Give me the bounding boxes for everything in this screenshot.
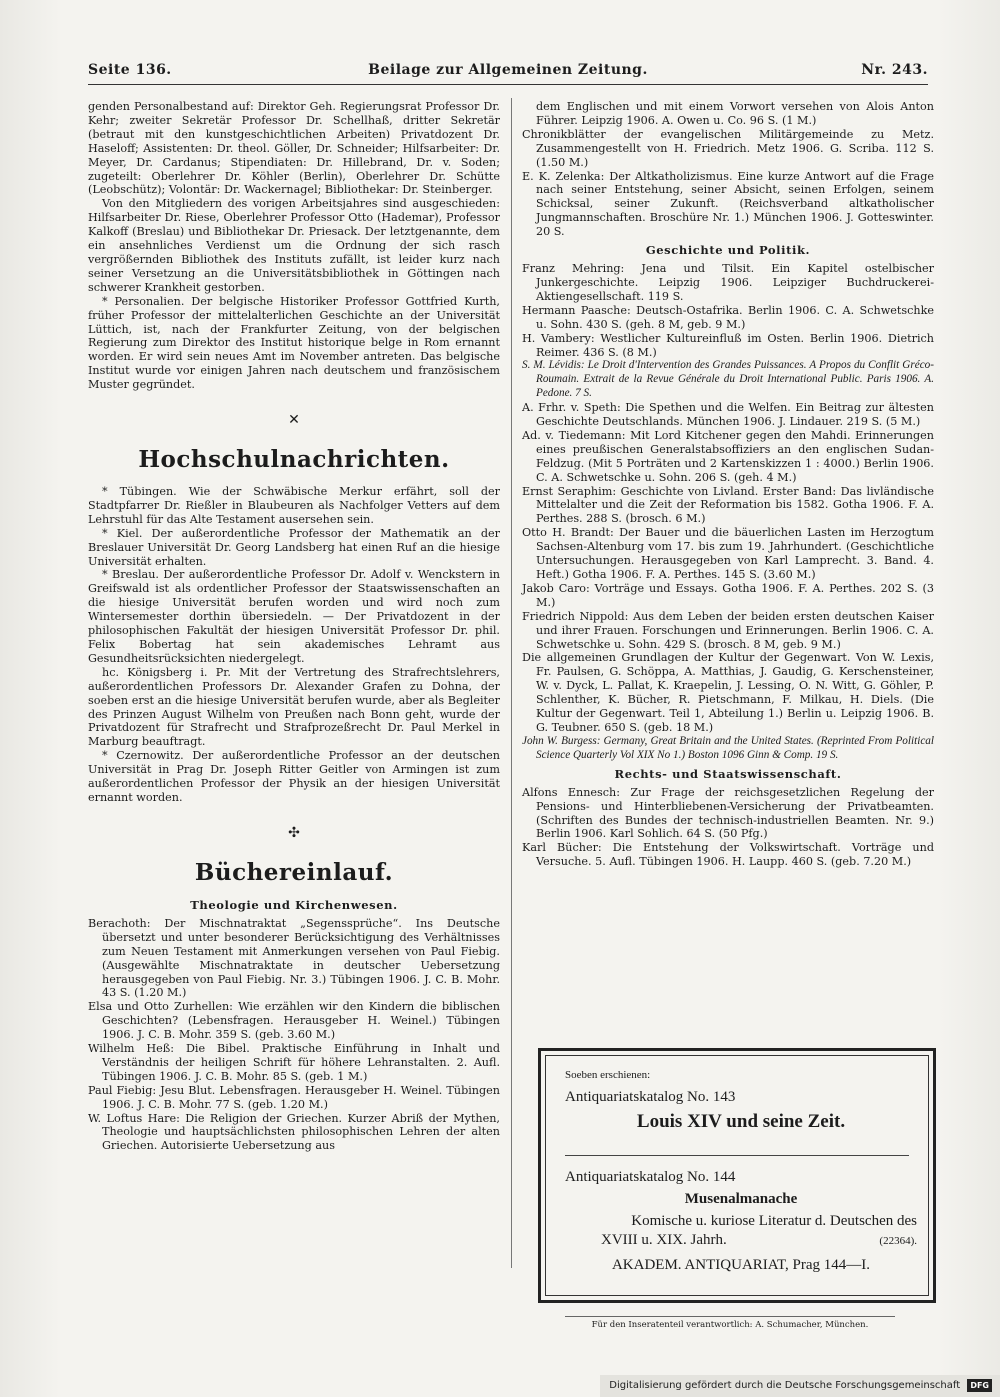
news-item: * Tübingen. Wie der Schwäbische Merkur erfährt, soll der Stadtpfarrer Dr. Rießler in Blaubeuren als Nachfolger Vetters auf dem Lehrstuhl für das Alte Testament ausersehen sein. <box>88 485 500 526</box>
book-entry: A. Frhr. v. Speth: Die Spethen und die Welfen. Ein Beitrag zur ältesten Geschichte Deutschlands. München 1906. J. Lindauer. 219 S. (5 M.) <box>522 401 934 429</box>
ad-catalog-143: Antiquariatskatalog No. 143 <box>565 1089 736 1105</box>
book-entry: Ad. v. Tiedemann: Mit Lord Kitchener gegen den Mahdi. Erinnerungen eines preußischen Generalstabsoffiziers an den englischen Sudan-Feldzug. (Mit 5 Porträten und 2 Kartenskizzen 1 : 4000.) Berlin 1906. C. A. Schwetschke u. Sohn. 206 S. (geh. 4 M.) <box>522 428 934 484</box>
column-divider <box>511 98 512 1268</box>
book-entry: W. Loftus Hare: Die Religion der Griechen. Kurzer Abriß der Mythen, Theologie und hauptsächlichsten philosophischen Lehren der alten Griechen. Autorisierte Uebersetzung aus <box>88 1111 500 1153</box>
ad-separator <box>565 1155 909 1156</box>
book-entry: Paul Fiebig: Jesu Blut. Lebensfragen. Herausgeber H. Weinel. Tübingen 1906. J. C. B. Mohr. 77 S. (geb. 1.20 M.) <box>88 1083 500 1111</box>
news-item: * Czernowitz. Der außerordentliche Professor an der deutschen Universität in Prag Dr. Joseph Ritter Geitler von Armingen ist zum außerordentlichen Professor der Physik an der hiesigen Universität ernannt worden. <box>88 749 500 804</box>
paragraph: genden Personalbestand auf: Direktor Geh. Regierungsrat Professor Dr. Kehr; zweiter Sekretär Professor Dr. Schellhaß, dritter Sekretär (betraut mit den kunstgeschichtlichen Arbeiten) Privatdozent Dr. Haseloff; Assistenten: Dr. theol. Göller, Dr. Schneider; Hilfsarbeiter: Dr. Meyer, Dr. Cardanus; Stipendiaten: Dr. Hillebrand, Dr. v. Soden; zugeteilt: Oberlehrer Dr. Köhler (Berlin), Oberlehrer Dr. Schütte (Leobschütz); Volontär: Dr. Wackernagel; Bibliothekar: Dr. Steinberger. <box>88 100 500 197</box>
book-entry: Die allgemeinen Grundlagen der Kultur der Gegenwart. Von W. Lexis, Fr. Paulsen, G. Schöppa, A. Matthias, J. Gaudig, G. Kerschensteiner, W. v. Dyck, L. Pallat, K. Kraepelin, J. Lessing, O. N. Witt, G. Göhler, P. Schlenther, K. Bücher, R. Pietschmann, F. Milkau, H. Diels. (Die Kultur der Gegenwart. Teil 1, Abteilung 1.) Berlin u. Leipzig 1906. B. G. Teubner. 650 S. (geb. 18 M.) <box>522 651 934 734</box>
book-entry: dem Englischen und mit einem Vorwort versehen von Alois Anton Führer. Leipzig 1906. A. Owen u. Co. 96 S. (1 M.) <box>536 100 934 127</box>
book-entry: H. Vambery: Westlicher Kultureinfluß im Osten. Berlin 1906. Dietrich Reimer. 436 S. (8 M.) <box>522 331 934 359</box>
ad-description-cont: XVIII u. XIX. Jahrh. <box>601 1232 727 1248</box>
ad-number: (22364). <box>879 1235 917 1247</box>
header-title: Beilage zur Allgemeinen Zeitung. <box>368 62 648 78</box>
ad-title-musenalmanache: Musenalmanache <box>684 1191 798 1207</box>
book-entry: Ernst Seraphim: Geschichte von Livland. Erster Band: Das livländische Mittelalter und die Zeit der Reformation bis 1582. Gotha 1906. F. A. Perthes. 288 S. (brosch. 6 M.) <box>522 484 934 526</box>
advertisement-box <box>538 1048 936 1303</box>
responsibility-note: Für den Inseratenteil verantwortlich: A. Schumacher, München. <box>565 1316 895 1330</box>
dfg-logo: DFG <box>967 1379 992 1392</box>
book-entry: Chronikblätter der evangelischen Militärgemeinde zu Metz. Zusammengestellt von H. Friedrich. Metz 1906. G. Scriba. 112 S. (1.50 M.) <box>522 127 934 169</box>
book-entry: Franz Mehring: Jena und Tilsit. Ein Kapitel ostelbischer Junkergeschichte. Leipzig 1906. Leipziger Buchdruckerei-Aktiengesellschaft. 119 S. <box>522 262 934 303</box>
right-column <box>522 100 934 869</box>
news-item: hc. Königsberg i. Pr. Mit der Vertretung des Strafrechtslehrers, außerordentlichen Professors Dr. Alexander Grafen zu Dohna, der soeben erst an die hiesige Universität berufen wurde, aber als Begleiter des Prinzen August Wilhelm von Preußen nach Bonn geht, wurde der Privatdozent für Strafrecht und Strafprozeßrecht Dr. Paul Merkel in Marburg beauftragt. <box>88 665 500 749</box>
issue-number: Nr. 243. <box>861 62 928 78</box>
paragraph: * Personalien. Der belgische Historiker Professor Gottfried Kurth, früher Professor der mittelalterlichen Geschichte an der Universität Lüttich, ist, nach der Frankfurter Zeitung, von der belgischen Regierung zum Direktor des Institut historique belge in Rom ernannt worden. Er wird sein neues Amt im November antreten. Das belgische Institut wurde vor einigen Jahren nach deutschem und französischem Muster gegründet. <box>88 294 500 392</box>
subsection-heading: Rechts- und Staatswissenschaft. <box>614 766 842 781</box>
book-entry: S. M. Lévidis: Le Droit d'Intervention des Grandes Puissances. A Propos du Conflit Gréco-Roumain. Extrait de la Revue Générale du Droit International Public. Paris 1906. A. Pedone. 7 S. <box>522 359 934 400</box>
digitization-notice <box>600 1375 1000 1397</box>
ad-catalog-144: Antiquariatskatalog No. 144 <box>565 1169 736 1185</box>
ad-title-louis: Louis XIV und seine Zeit. <box>636 1111 846 1132</box>
section-heading-hochschulnachrichten: Hochschulnachrichten. <box>138 446 450 474</box>
section-ornament: ✣ <box>288 824 300 841</box>
book-entry: Jakob Caro: Vorträge und Essays. Gotha 1906. F. A. Perthes. 202 S. (3 M.) <box>522 581 934 609</box>
paragraph: Von den Mitgliedern des vorigen Arbeitsjahres sind ausgeschieden: Hilfsarbeiter Dr. Riese, Oberlehrer Professor Otto (Hademar), Professor Kalkoff (Breslau) und Bibliothekar Dr. Priesack. Der letztgenannte, dem ein ansehnliches Verdienst um die Ordnung der sich rasch vergrößernden Bibliothek des Instituts zufällt, ist leider kurz nach seiner Versetzung an die Universitätsbibliothek in Göttingen nach schwerer Krankheit gestorben. <box>88 197 500 294</box>
book-entry: E. K. Zelenka: Der Altkatholizismus. Eine kurze Antwort auf die Frage nach seiner Entstehung, seiner Absicht, seinen Erfolgen, seinem Schicksal, seiner Zukunft. (Reichsverband altkatholischer Jungmannschaften. Broschüre Nr. 1.) München 1906. J. Gotteswinter. 20 S. <box>522 169 934 239</box>
book-entry: Friedrich Nippold: Aus dem Leben der beiden ersten deutschen Kaiser und ihrer Frauen. Forschungen und Erinnerungen. Berlin 1906. C. A. Schwetschke u. Sohn. 429 S. (brosch. 8 M, geb. 9 M.) <box>522 609 934 651</box>
ad-description: Komische u. kuriose Literatur d. Deutschen des <box>631 1213 917 1229</box>
book-entry: Berachoth: Der Mischnatraktat „Segenssprüche“. Ins Deutsche übersetzt und unter besonderer Berücksichtigung des Verhältnisses zum Neuen Testament mit Anmerkungen versehen von Paul Fiebig. (Ausgewählte Mischnatraktate in deutscher Uebersetzung herausgegeben von Paul Fiebig. Nr. 3.) Tübingen 1906. J. C. B. Mohr. 43 S. (1.20 M.) <box>88 916 500 1000</box>
section-heading-buechereinlauf: Büchereinlauf. <box>194 858 394 886</box>
subsection-heading: Theologie und Kirchenwesen. <box>190 897 398 912</box>
news-item: * Kiel. Der außerordentliche Professor der Mathematik an der Breslauer Universität Dr. Georg Landsberg hat einen Ruf an die hiesige Universität erhalten. <box>88 526 500 568</box>
book-entry: Hermann Paasche: Deutsch-Ostafrika. Berlin 1906. C. A. Schwetschke u. Sohn. 430 S. (geh. 8 M, geb. 9 M.) <box>522 303 934 331</box>
section-ornament: ✕ <box>288 412 300 429</box>
book-entry: Alfons Ennesch: Zur Frage der reichsgesetzlichen Regelung der Pensions- und Hinterbliebenen-Versicherung der Privatbeamten. (Schriften des Bundes der technisch-industriellen Beamten. Nr. 9.) Berlin 1906. Karl Sohlich. 64 S. (50 Pfg.) <box>522 785 934 841</box>
book-entry: Otto H. Brandt: Der Bauer und die bäuerlichen Lasten im Herzogtum Sachsen-Altenburg vom 17. bis zum 19. Jahrhundert. (Geschichtliche Untersuchungen. Herausgegeben von Karl Lamprecht. 3. Band. 4. Heft.) Gotha 1906. F. A. Perthes. 145 S. (3.60 M.) <box>522 526 934 581</box>
digitization-text: Digitalisierung gefördert durch die Deutsche Forschungsgemeinschaft <box>609 1380 961 1391</box>
news-item: * Breslau. Der außerordentliche Professor Dr. Adolf v. Wenckstern in Greifswald ist als ordentlicher Professor der Staatswissenschaften an die hiesige Universität berufen worden und wird noch zum Wintersemester dorthin übersiedeln. — Der Privatdozent in der philosophischen Fakultät der hiesigen Universität Professor Dr. phil. Felix Bobertag hat sein akademisches Lehramt aus Gesundheitsrücksichten niedergelegt. <box>88 568 500 665</box>
book-entry: Wilhelm Heß: Die Bibel. Praktische Einführung in Inhalt und Verständnis der heiligen Schrift für höhere Lehranstalten. 2. Aufl. Tübingen 1906. J. C. B. Mohr. 85 S. (geb. 1 M.) <box>88 1042 500 1083</box>
ad-intro: Soeben erschienen: <box>565 1069 651 1081</box>
running-header <box>88 62 928 85</box>
left-column <box>88 100 500 1153</box>
ad-publisher: AKADEM. ANTIQUARIAT, Prag 144—I. <box>611 1257 871 1273</box>
book-entry: Karl Bücher: Die Entstehung der Volkswirtschaft. Vorträge und Versuche. 5. Aufl. Tübingen 1906. H. Laupp. 460 S. (geb. 7.20 M.) <box>522 841 934 869</box>
book-entry: Elsa und Otto Zurhellen: Wie erzählen wir den Kindern die biblischen Geschichten? (Lebensfragen. Herausgeber H. Weinel.) Tübingen 1906. J. C. B. Mohr. 359 S. (geb. 3.60 M.) <box>88 1000 500 1042</box>
book-entry: John W. Burgess: Germany, Great Britain and the United States. (Reprinted From Political Science Quarterly Vol XIX No 1.) Boston 1096 Ginn & Comp. 19 S. <box>522 734 934 761</box>
subsection-heading: Geschichte und Politik. <box>645 243 811 258</box>
page-number: Seite 136. <box>88 62 172 78</box>
